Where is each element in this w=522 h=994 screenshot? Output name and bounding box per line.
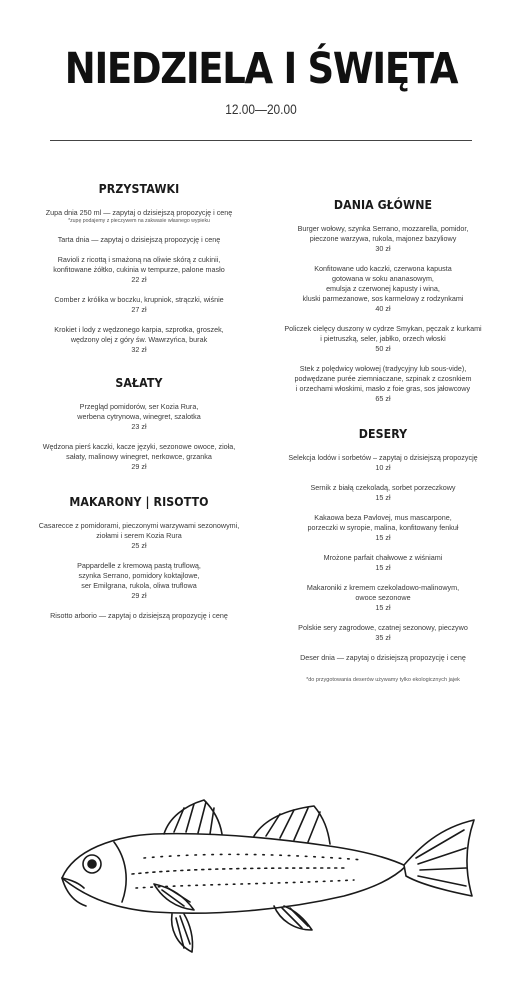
item-line: porzeczki w syropie, malina, konfitowany fenkuł bbox=[307, 523, 459, 532]
item-price: 40 zł bbox=[375, 304, 391, 313]
menu-item bbox=[278, 623, 488, 643]
item-line: owoce sezonowe bbox=[355, 593, 411, 602]
menu-item bbox=[34, 561, 244, 601]
item-price: 10 zł bbox=[375, 463, 391, 472]
item-line: Ravioli z ricottą i smażoną na oliwie skórą z cukinii, bbox=[57, 255, 221, 264]
item-line: Comber z królika w boczku, krupniok, strączki, wiśnie bbox=[54, 295, 224, 304]
menu-item bbox=[34, 611, 244, 621]
menu-item bbox=[278, 653, 488, 663]
item-price: 35 zł bbox=[375, 633, 391, 642]
menu-item bbox=[278, 553, 488, 573]
item-line: Przegląd pomidorów, ser Kozia Rura, bbox=[79, 402, 199, 411]
item-line: podwędzane purée ziemniaczane, szpinak z czosnkiem bbox=[294, 374, 472, 383]
item-line: Pappardelle z kremową pastą truflową, bbox=[77, 561, 201, 570]
item-line: Kakaowa beza Pavlovej, mus mascarpone, bbox=[314, 513, 452, 522]
divider bbox=[50, 140, 472, 141]
menu-item bbox=[34, 325, 244, 355]
menu-item bbox=[34, 208, 244, 225]
item-price: 15 zł bbox=[375, 533, 391, 542]
item-line: konfitowane żółtko, cukinia w tempurze, palone masło bbox=[53, 265, 225, 274]
menu-item bbox=[34, 402, 244, 432]
section-title: SAŁATY bbox=[115, 375, 163, 390]
menu-item bbox=[34, 235, 244, 245]
item-price: 30 zł bbox=[375, 244, 391, 253]
item-price: 29 zł bbox=[131, 591, 147, 600]
section-title: DESERY bbox=[358, 426, 408, 441]
item-line: sałaty, malinowy winegret, nerkowce, grzanka bbox=[66, 452, 212, 461]
item-line: Risotto arborio — zapytaj o dzisiejszą propozycję i cenę bbox=[50, 611, 228, 620]
item-price: 50 zł bbox=[375, 344, 391, 353]
menu-item bbox=[34, 442, 244, 472]
section-dania-glowne bbox=[278, 197, 488, 404]
menu-item bbox=[34, 295, 244, 315]
item-line: Makaroniki z kremem czekoladowo-malinowym, bbox=[306, 583, 460, 592]
item-line: Casarecce z pomidorami, pieczonymi warzywami sezonowymi, bbox=[38, 521, 240, 530]
section-salaty bbox=[34, 375, 244, 472]
item-line: i orzechami włoskimi, masło z foie gras, sos jałowcowy bbox=[295, 384, 471, 393]
item-line: ziołami i serem Kozia Rura bbox=[96, 531, 182, 540]
item-line: szynka Serrano, pomidory koktajlowe, bbox=[78, 571, 200, 580]
item-line: emulsja z czerwonej kapusty i wina, bbox=[326, 284, 440, 293]
item-price: 15 zł bbox=[375, 493, 391, 502]
section-title: DANIA GŁÓWNE bbox=[333, 197, 433, 212]
item-line: Stek z polędwicy wołowej (tradycyjny lub sous-vide), bbox=[299, 364, 467, 373]
item-price: 27 zł bbox=[131, 305, 147, 314]
item-line: Deser dnia — zapytaj o dzisiejszą propozycję i cenę bbox=[300, 653, 466, 662]
menu-item bbox=[278, 364, 488, 404]
item-line: ser Emilgrana, rukola, oliwa truflowa bbox=[81, 581, 197, 590]
right-column bbox=[278, 197, 488, 683]
item-price: 15 zł bbox=[375, 603, 391, 612]
section-title: MAKARONY | RISOTTO bbox=[69, 494, 209, 509]
item-line: Sernik z białą czekoladą, sorbet porzeczkowy bbox=[310, 483, 456, 492]
item-footnote: *zupę podajemy z pieczywem na zakwasie własnego wypieku bbox=[68, 218, 210, 224]
item-line: Mrożone parfait chałwowe z wiśniami bbox=[323, 553, 443, 562]
section-desery bbox=[278, 426, 488, 683]
section-makarony bbox=[34, 494, 244, 621]
opening-hours: 12.00—20.00 bbox=[225, 101, 297, 117]
item-line: Konfitowane udo kaczki, czerwona kapusta bbox=[314, 264, 452, 273]
menu-item bbox=[34, 521, 244, 551]
menu-item bbox=[278, 513, 488, 543]
item-line: Tarta dnia — zapytaj o dzisiejszą propozycję i cenę bbox=[57, 235, 221, 244]
section-przystawki bbox=[34, 181, 244, 355]
menu-item bbox=[278, 264, 488, 314]
left-column bbox=[34, 181, 244, 631]
menu-item bbox=[278, 583, 488, 613]
menu-item bbox=[278, 324, 488, 354]
item-price: 65 zł bbox=[375, 394, 391, 403]
menu-item bbox=[278, 224, 488, 254]
item-line: wędzony olej z góry św. Wawrzyńca, burak bbox=[70, 335, 208, 344]
item-price: 23 zł bbox=[131, 422, 147, 431]
item-line: Krokiet i lody z wędzonego karpia, szprotka, groszek, bbox=[54, 325, 224, 334]
item-price: 22 zł bbox=[131, 275, 147, 284]
item-line: Wędzona pierś kaczki, kacze języki, sezonowe owoce, zioła, bbox=[42, 442, 236, 451]
item-line: pieczone warzywa, rukola, majonez bazyliowy bbox=[309, 234, 457, 243]
menu-item bbox=[278, 453, 488, 473]
item-line: gotowana w soku ananasowym, bbox=[332, 274, 434, 283]
item-line: kluski parmezanowe, sos karmelowy z rodzynkami bbox=[302, 294, 464, 303]
item-line: Polskie sery zagrodowe, czatnej sezonowy, pieczywo bbox=[298, 623, 468, 632]
section-title: PRZYSTAWKI bbox=[98, 181, 180, 196]
item-price: 15 zł bbox=[375, 563, 391, 572]
item-line: Selekcja lodów i sorbetów – zapytaj o dzisiejszą propozycję bbox=[288, 453, 478, 462]
item-price: 29 zł bbox=[131, 462, 147, 471]
item-line: i pietruszką, seler, jabłko, orzech włoski bbox=[320, 334, 446, 343]
item-line: Zupa dnia 250 ml — zapytaj o dzisiejszą propozycję i cenę bbox=[45, 208, 233, 217]
item-price: 25 zł bbox=[131, 541, 147, 550]
fish-illustration bbox=[44, 788, 484, 958]
item-line: Policzek cielęcy duszony w cydrze Smykan, pęczak z kurkami bbox=[284, 324, 482, 333]
item-line: Burger wołowy, szynka Serrano, mozzarella, pomidor, bbox=[297, 224, 469, 233]
item-line: werbena cytrynowa, winegret, szalotka bbox=[77, 412, 201, 421]
page-title: NIEDZIELA I ŚWIĘTA bbox=[64, 44, 458, 94]
dessert-footnote: *do przygotowania deserów używamy tylko ekologicznych jajek bbox=[306, 677, 460, 683]
menu-item bbox=[278, 483, 488, 503]
menu-item bbox=[34, 255, 244, 285]
item-price: 32 zł bbox=[131, 345, 147, 354]
